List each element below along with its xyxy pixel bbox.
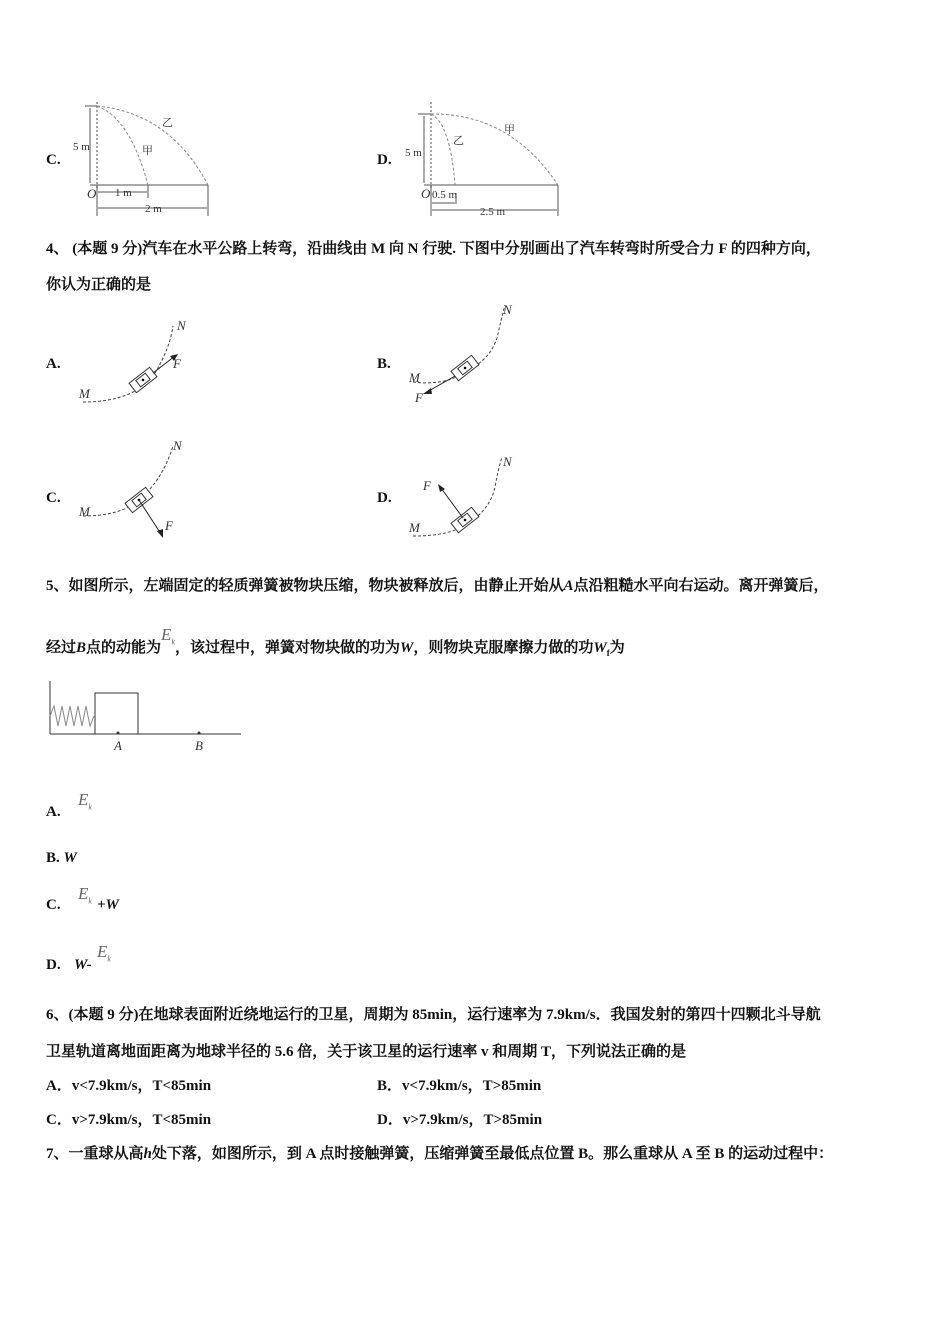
q6-option-c: C．v>7.9km/s，T<85min [46, 1112, 212, 1128]
q4-option-b-label: B. [377, 356, 391, 372]
x1-label: 1 m [115, 187, 132, 199]
curve-jia-label: 甲 [504, 124, 515, 136]
text: ，该过程中，弹簧对物块做的功为 [175, 640, 401, 656]
force-f-label: F [165, 518, 173, 533]
point-m-label: M [409, 520, 420, 535]
force-f-label: F [173, 356, 181, 371]
text: 经过 [46, 640, 77, 656]
curve-yi-label: 乙 [453, 135, 464, 147]
text: 点的动能为 [86, 640, 162, 656]
q5-option-b: B. W [46, 850, 77, 866]
point-n-label: N [503, 454, 512, 469]
q5-option-d-ek: $E_k$ [97, 942, 111, 964]
q5-option-c-label: C. [46, 897, 61, 913]
q4-option-d-label: D. [377, 490, 392, 506]
point-m-label: M [79, 386, 90, 401]
origin-label: O [421, 186, 431, 201]
point-n-label: N [503, 302, 512, 317]
force-f-label: F [415, 390, 423, 405]
text: 为 [609, 640, 625, 656]
q4-option-a-figure [75, 318, 205, 408]
q6-option-a: A．v<7.9km/s，T<85min [46, 1078, 212, 1094]
q5-question-line1 [46, 574, 829, 595]
q4-question-line2: 你认为正确的是 [46, 277, 152, 293]
x2-label: 2.5 m [480, 206, 506, 218]
point-b: B [76, 640, 87, 656]
q6-question-line1: 6、(本题 9 分)在地球表面附近绕地运行的卫星，周期为 85min，运行速率为 7.9km/s．我国发射的第四十四颗北斗导航 [46, 1007, 821, 1023]
q4-option-b-figure [405, 300, 535, 410]
q4-option-c-label: C. [46, 490, 61, 506]
origin-label: O [87, 186, 97, 201]
point-n-label: N [177, 318, 186, 333]
q7-question-line1: 7、一重球从高h处下落，如图所示，到 A 点时接触弹簧，压缩弹簧至最低点位置 B。那么重球从 A 至 B 的运动过程中： [46, 1146, 834, 1162]
q3-option-c-figure [70, 98, 220, 220]
height-label: 5 m [73, 141, 90, 153]
q3-option-d-figure [400, 98, 565, 220]
q6-option-d: D．v>7.9km/s，T>85min [377, 1112, 543, 1128]
curve-yi-label: 乙 [162, 117, 173, 129]
q4-question-line1: 4、 (本题 9 分)汽车在水平公路上转弯，沿曲线由 M 向 N 行驶. 下图中分别画出了汽车转弯时所受合力 F 的四种方向， [46, 241, 821, 257]
curve-jia-label: 甲 [142, 145, 153, 157]
q5-spring-block-figure [45, 678, 245, 753]
q4-option-d-figure [405, 452, 535, 542]
q5-option-d-label: D. [46, 957, 61, 973]
point-a: A [563, 578, 574, 594]
q5-option-a-ek: $E_k$ [78, 790, 92, 812]
q5-option-c-plus-w: +W [97, 897, 119, 913]
q5-option-a-label: A. [46, 804, 61, 820]
text: ，则物块克服摩擦力做的功 [413, 640, 594, 656]
q4-option-c-figure [75, 438, 205, 543]
q3-option-d-label: D. [377, 152, 392, 168]
point-n-label: N [173, 438, 182, 453]
q4-option-a-label: A. [46, 356, 61, 372]
text: 点沿粗糙水平向右运动。离开弹簧后， [573, 578, 829, 594]
point-b-label: B [195, 738, 203, 753]
text: 5、如图所示，左端固定的轻质弹簧被物块压缩，物块被释放后，由静止开始从 [46, 578, 564, 594]
w-symbol: W [400, 640, 414, 656]
height-label: 5 m [405, 147, 422, 159]
ek-symbol: $E_k$ [161, 625, 175, 647]
force-f-label: F [423, 478, 431, 493]
q6-option-b: B．v<7.9km/s，T>85min [377, 1078, 542, 1094]
wf-symbol: W [593, 640, 607, 656]
point-m-label: M [79, 504, 90, 519]
point-a-label: A [114, 738, 122, 753]
q5-option-c-ek: $E_k$ [78, 884, 92, 906]
x1-label: 0.5 m [432, 189, 458, 201]
q5-question-line2: 经过B点的动能为$E_k$，该过程中，弹簧对物块做的功为W，则物块克服摩擦力做的功$W_f$为 [46, 625, 625, 658]
q5-option-d-w-minus: W- [74, 957, 92, 973]
q3-option-c-label: C. [46, 152, 61, 168]
point-m-label: M [409, 370, 420, 385]
x2-label: 2 m [145, 203, 162, 215]
q6-question-line2: 卫星轨道离地面距离为地球半径的 5.6 倍，关于该卫星的运行速率 v 和周期 T，下列说法正确的是 [46, 1044, 687, 1060]
